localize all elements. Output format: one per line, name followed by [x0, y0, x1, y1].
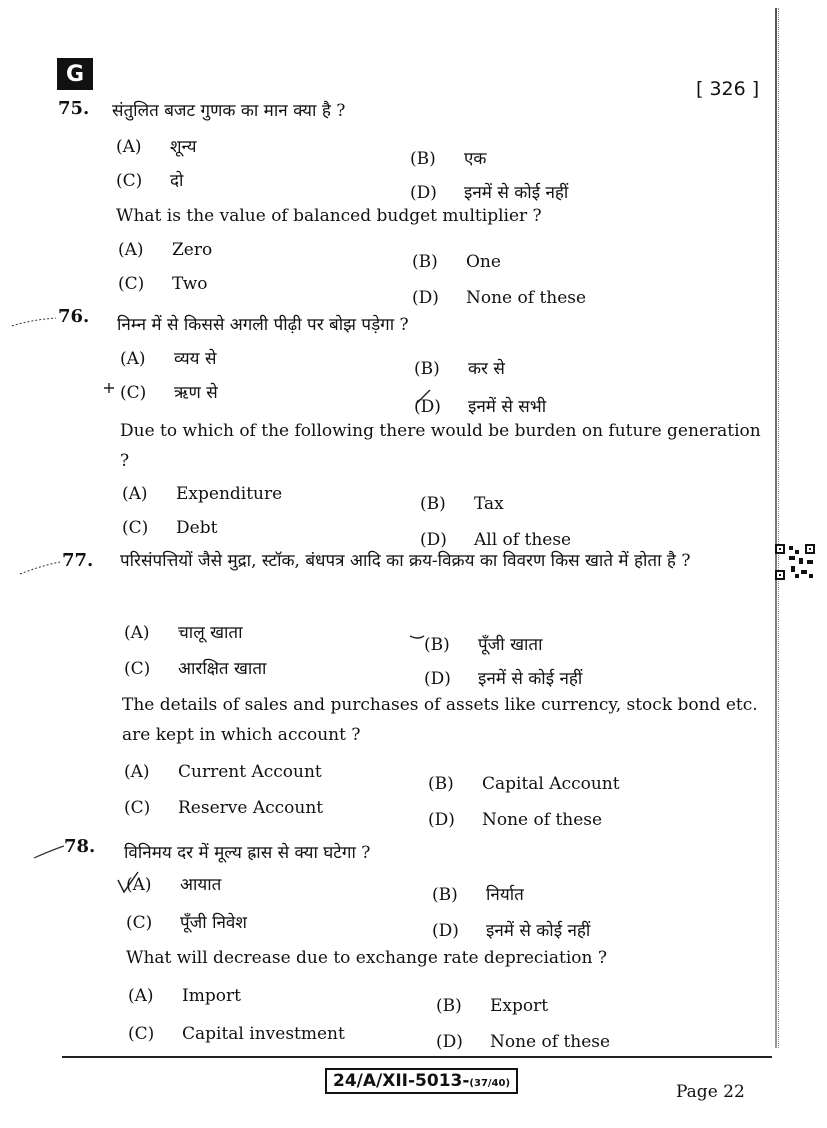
- question-75-number: 75.: [58, 98, 90, 119]
- qr-code-icon: [775, 544, 815, 580]
- option-label: (A): [116, 137, 142, 157]
- option-text: ऋण से: [174, 383, 218, 403]
- option-label: (D): [424, 669, 451, 689]
- option-label: (A): [124, 762, 150, 782]
- option-text: Export: [490, 996, 549, 1016]
- question-78-english: What will decrease due to exchange rate depreciation ?: [126, 948, 607, 968]
- option-text: शून्य: [170, 137, 197, 157]
- option-text: पूँजी खाता: [478, 635, 543, 655]
- option-label: (C): [116, 171, 143, 191]
- option-label: (C): [124, 659, 151, 679]
- option-label: (A): [122, 484, 148, 504]
- question-76-english: Due to which of the following there would be burden on future generation ?: [120, 421, 761, 471]
- option-text: Capital investment: [182, 1024, 345, 1044]
- question-75-english: What is the value of balanced budget multiplier ?: [116, 206, 542, 226]
- option-label: (D): [414, 397, 441, 417]
- question-77-hindi: परिसंपत्तियों जैसे मुद्रा, स्टॉक, बंधपत्र आदि का क्रय-विक्रय का विवरण किस खाते में होता है ?: [120, 551, 691, 571]
- question-76-hindi: निम्न में से किससे अगली पीढ़ी पर बोझ पड़ेगा ?: [117, 315, 409, 335]
- question-77-number: 77.: [62, 550, 94, 571]
- option-text: Current Account: [178, 762, 322, 782]
- footer-rule: [62, 1056, 772, 1058]
- option-text: Expenditure: [176, 484, 283, 504]
- option-text: दो: [170, 171, 184, 191]
- option-label: (C): [124, 798, 151, 818]
- footer-paper-code: [325, 1068, 518, 1094]
- option-label: (A): [118, 240, 144, 260]
- option-label: (B): [420, 494, 446, 514]
- option-label: (C): [120, 383, 147, 403]
- option-text: None of these: [482, 810, 603, 830]
- option-label: (A): [126, 875, 152, 895]
- option-text: इनमें से कोई नहीं: [478, 669, 583, 689]
- option-label: (B): [432, 885, 458, 905]
- option-label: (A): [128, 986, 154, 1006]
- option-text: इनमें से कोई नहीं: [486, 921, 591, 941]
- option-text: एक: [464, 149, 487, 169]
- option-text: Import: [182, 986, 241, 1006]
- question-78-number: 78.: [64, 836, 96, 857]
- option-text: Zero: [172, 240, 213, 260]
- paper-code: [ 326 ]: [696, 78, 760, 100]
- option-label: (B): [412, 252, 438, 272]
- option-label: (C): [128, 1024, 155, 1044]
- option-label: (B): [414, 359, 440, 379]
- option-label: (D): [412, 288, 439, 308]
- option-label: (D): [428, 810, 455, 830]
- option-label: (B): [436, 996, 462, 1016]
- option-label: (C): [126, 913, 153, 933]
- option-label: (A): [120, 349, 146, 369]
- option-label: (D): [420, 530, 447, 550]
- option-label: (D): [436, 1032, 463, 1052]
- option-text: पूँजी निवेश: [180, 913, 247, 933]
- option-text: निर्यात: [486, 885, 524, 905]
- footer-code-small: (37/40): [469, 1078, 511, 1089]
- option-text: इनमें से कोई नहीं: [464, 183, 569, 203]
- option-text: कर से: [468, 359, 505, 379]
- option-text: All of these: [474, 530, 572, 550]
- option-text: Debt: [176, 518, 218, 538]
- option-label: (D): [432, 921, 459, 941]
- question-78-hindi: विनिमय दर में मूल्य ह्रास से क्या घटेगा ?: [124, 843, 371, 863]
- option-text: One: [466, 252, 501, 272]
- option-text: None of these: [466, 288, 587, 308]
- option-label: (B): [410, 149, 436, 169]
- option-text: आयात: [180, 875, 222, 895]
- question-76-number: 76.: [58, 306, 90, 327]
- option-text: Tax: [474, 494, 504, 514]
- question-75-hindi: संतुलित बजट गुणक का मान क्या है ?: [112, 101, 346, 121]
- page-number: Page 22: [676, 1082, 745, 1102]
- question-77-english: The details of sales and purchases of assets like currency, stock bond etc. are kept in which account ?: [122, 695, 758, 745]
- option-label: (D): [410, 183, 437, 203]
- option-text: चालू खाता: [178, 623, 243, 643]
- option-text: व्यय से: [174, 349, 217, 369]
- option-label: (A): [124, 623, 150, 643]
- option-text: None of these: [490, 1032, 611, 1052]
- option-label: (B): [424, 635, 450, 655]
- option-text: Reserve Account: [178, 798, 324, 818]
- footer-code-main: 24/A/XII-5013-: [333, 1071, 470, 1091]
- option-label: (C): [122, 518, 149, 538]
- series-badge: G: [57, 58, 93, 90]
- option-label: (C): [118, 274, 145, 294]
- option-text: Capital Account: [482, 774, 620, 794]
- option-label: (B): [428, 774, 454, 794]
- option-text: इनमें से सभी: [468, 397, 547, 417]
- option-text: आरक्षित खाता: [178, 659, 267, 679]
- option-text: Two: [172, 274, 208, 294]
